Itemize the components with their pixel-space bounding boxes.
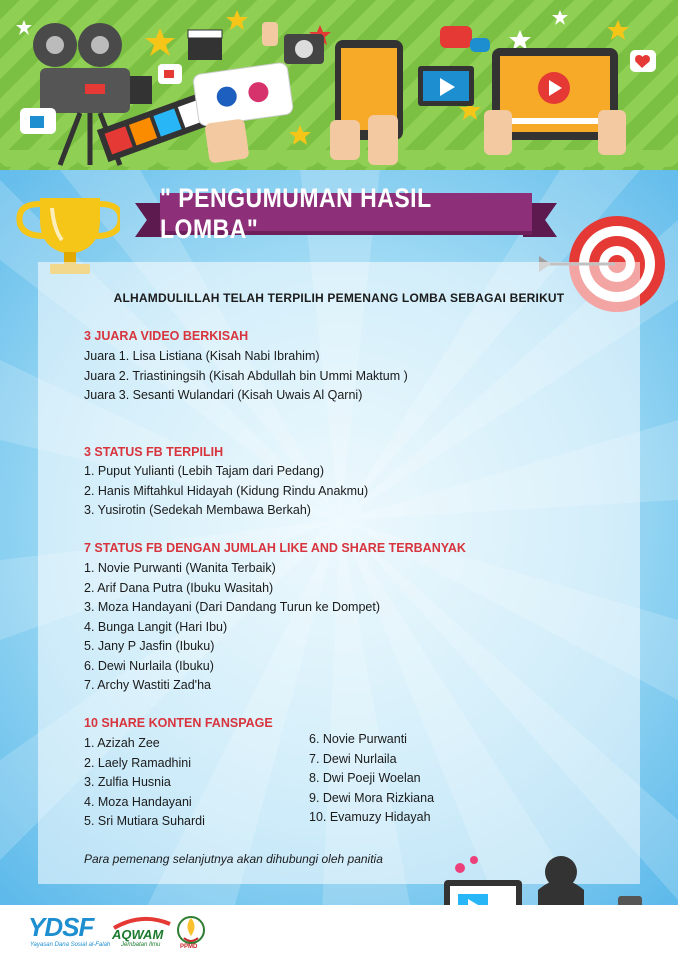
list-item: 3. Moza Handayani (Dari Dandang Turun ke Dompet)	[84, 600, 380, 614]
list-item: 10. Evamuzy Hidayah	[309, 810, 431, 824]
list-item: 3. Zulfia Husnia	[84, 775, 171, 789]
list-item: 2. Hanis Miftahkul Hidayah (Kidung Rindu Anakmu)	[84, 484, 369, 498]
list-item: 5. Jany P Jasfin (Ibuku)	[84, 639, 215, 653]
smartphone-icon	[330, 40, 403, 165]
video-player-icon	[418, 66, 474, 106]
intro-text: ALHAMDULILLAH TELAH TERPILIH PEMENANG LOMBA SEBAGAI BERIKUT	[113, 291, 565, 305]
list-item: 2. Laely Ramadhini	[84, 756, 192, 770]
section-title-video: 3 JUARA VIDEO BERKISAH	[84, 329, 249, 343]
title-ribbon	[160, 182, 532, 244]
section-title-like-share: 7 STATUS FB DENGAN JUMLAH LIKE AND SHARE TERBANYAK	[84, 541, 466, 555]
tablet-play-icon	[484, 48, 626, 155]
yds-logo-subtitle: Yayasan Dana Sosial al-Falah	[30, 942, 111, 948]
list-item: 9. Dewi Mora Rizkiana	[309, 791, 435, 805]
chat-bubble-icon	[440, 26, 490, 52]
list-item: 6. Dewi Nurlaila (Ibuku)	[84, 659, 214, 673]
footer-note: Para pemenang selanjutnya akan dihubungi oleh panitia	[84, 852, 383, 866]
list-item: 5. Sri Mutiara Suhardi	[84, 814, 205, 828]
list-item: 1. Azizah Zee	[84, 736, 160, 750]
section-title-share-konten: 10 SHARE KONTEN FANSPAGE	[84, 716, 273, 730]
list-item: Juara 1. Lisa Listiana (Kisah Nabi Ibrahim)	[84, 349, 320, 363]
list-item: 7. Archy Wastiti Zad'ha	[84, 678, 211, 692]
logo-strip	[0, 905, 678, 960]
list-item: Juara 2. Triastiningsih (Kisah Abdullah bin Ummi Maktum )	[84, 369, 408, 383]
list-item: 3. Yusirotin (Sedekah Membawa Berkah)	[84, 503, 311, 517]
aqwam-logo: AQWAM	[112, 927, 164, 942]
page-title: " PENGUMUMAN HASIL LOMBA"	[160, 182, 432, 244]
list-item: 2. Arif Dana Putra (Ibuku Wasitah)	[84, 581, 274, 595]
section-title-status-fb: 3 STATUS FB TERPILIH	[84, 445, 224, 459]
list-item: 8. Dwi Poeji Woelan	[309, 771, 421, 785]
heart-icon	[630, 50, 656, 72]
list-item: 1. Novie Purwanti (Wanita Terbaik)	[84, 561, 276, 575]
like-icon	[20, 108, 56, 134]
list-item: 7. Dewi Nurlaila	[309, 752, 397, 766]
clapperboard-icon	[188, 30, 222, 60]
like-bubble-icon	[158, 64, 182, 84]
list-item: 1. Puput Yulianti (Lebih Tajam dari Pedang)	[84, 464, 324, 478]
yds-logo: YDSF	[28, 912, 94, 942]
header-illustrations	[0, 0, 678, 170]
phone-facebook-icon	[192, 62, 299, 164]
list-item: 6. Novie Purwanti	[309, 732, 407, 746]
camera-icon	[262, 22, 324, 64]
list-item: Juara 3. Sesanti Wulandari (Kisah Uwais Al Qarni)	[84, 388, 363, 402]
list-item: 4. Bunga Langit (Hari Ibu)	[84, 620, 228, 634]
ppmd-logo-text: PPMD	[180, 944, 198, 950]
list-item: 4. Moza Handayani	[84, 795, 192, 809]
aqwam-logo-subtitle: Jembatan Ilmu	[121, 942, 161, 948]
